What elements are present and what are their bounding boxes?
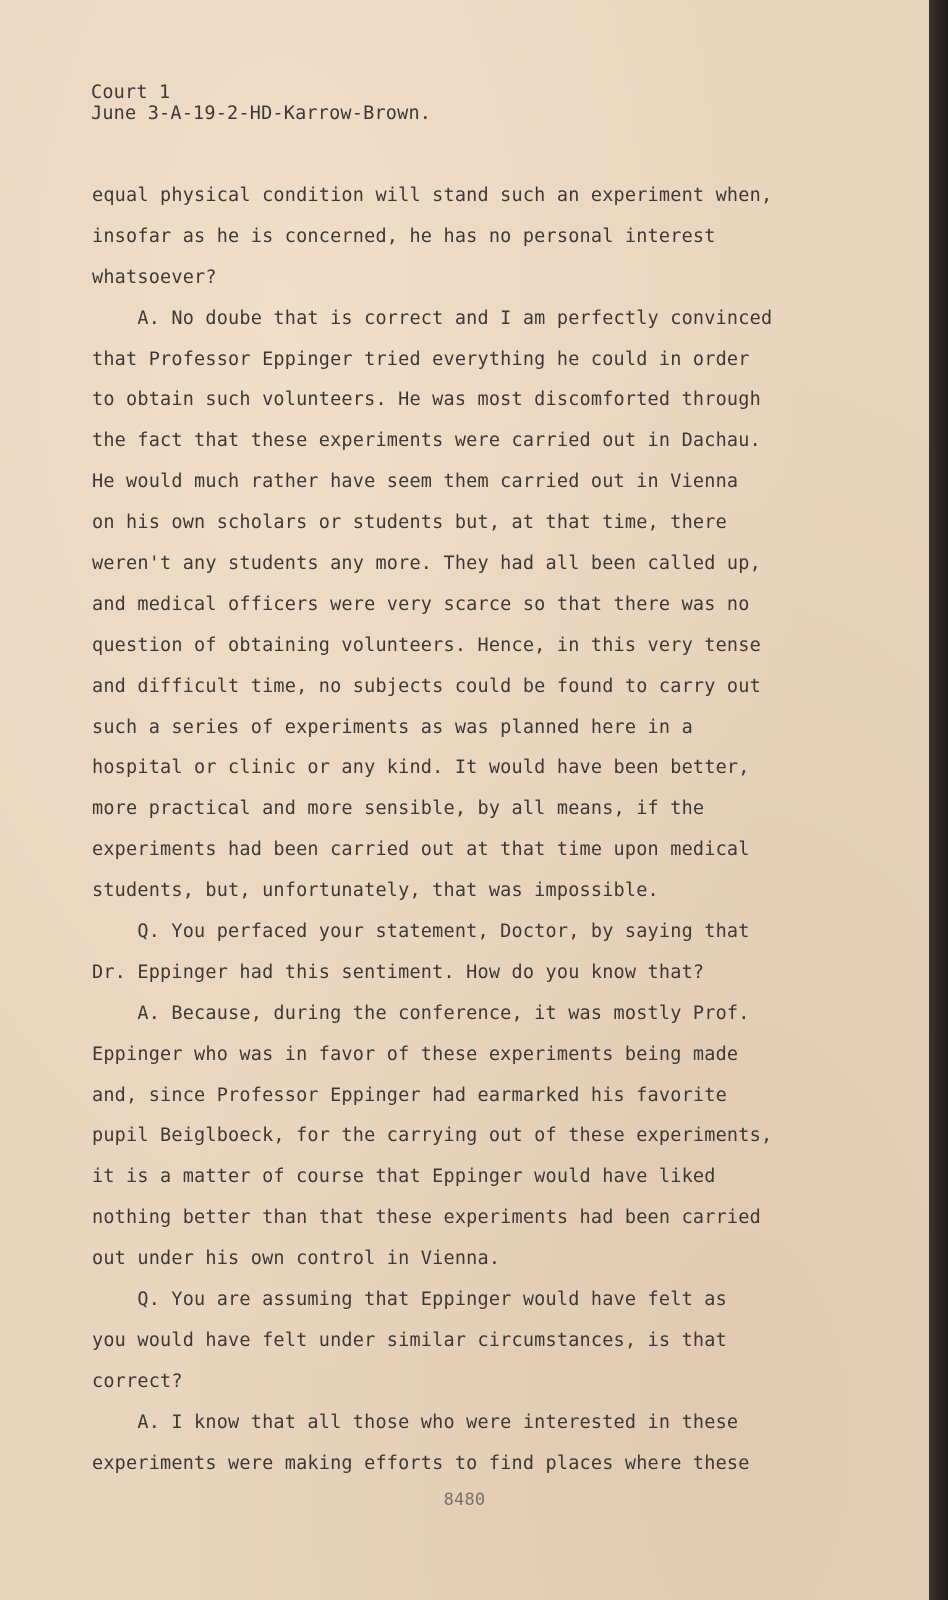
document-header bbox=[91, 82, 431, 124]
transcript-line: experiments had been carried out at that time upon medical bbox=[92, 839, 750, 861]
transcript-line: question of obtaining volunteers. Hence, in this very tense bbox=[92, 634, 761, 656]
scan-edge bbox=[929, 0, 948, 1600]
transcript-line: out under his own control in Vienna. bbox=[92, 1248, 501, 1270]
transcript-line: to obtain such volunteers. He was most discomforted through bbox=[92, 389, 761, 411]
transcript-line: the fact that these experiments were carried out in Dachau. bbox=[92, 430, 761, 452]
transcript-body bbox=[92, 176, 832, 1485]
transcript-line: experiments were making efforts to find places where these bbox=[92, 1452, 750, 1474]
transcript-line: Eppinger who was in favor of these experiments being made bbox=[92, 1043, 739, 1065]
court-label: Court 1 bbox=[91, 82, 171, 103]
transcript-line: A. I know that all those who were interested in these bbox=[92, 1411, 739, 1433]
transcript-line: pupil Beiglboeck, for the carrying out of these experiments, bbox=[92, 1125, 773, 1147]
transcript-line: such a series of experiments as was planned here in a bbox=[92, 716, 693, 738]
transcript-line: A. Because, during the conference, it was mostly Prof. bbox=[92, 1002, 750, 1024]
transcript-line: on his own scholars or students but, at that time, there bbox=[92, 512, 727, 534]
transcript-line: and, since Professor Eppinger had earmarked his favorite bbox=[92, 1084, 727, 1106]
transcript-line: weren't any students any more. They had all been called up, bbox=[92, 553, 761, 575]
transcript-line: it is a matter of course that Eppinger would have liked bbox=[92, 1166, 716, 1188]
transcript-line: and difficult time, no subjects could be found to carry out bbox=[92, 675, 761, 697]
transcript-line: that Professor Eppinger tried everything he could in order bbox=[92, 348, 750, 370]
transcript-line: Q. You perfaced your statement, Doctor, by saying that bbox=[92, 921, 750, 943]
transcript-line: correct? bbox=[92, 1370, 183, 1392]
transcript-line: Q. You are assuming that Eppinger would have felt as bbox=[92, 1289, 727, 1311]
transcript-line: insofar as he is concerned, he has no personal interest bbox=[92, 225, 716, 247]
session-reference: June 3-A-19-2-HD-Karrow-Brown. bbox=[91, 103, 432, 124]
transcript-line: A. No doube that is correct and I am perfectly convinced bbox=[92, 307, 773, 329]
transcript-line: you would have felt under similar circumstances, is that bbox=[92, 1329, 727, 1351]
transcript-line: and medical officers were very scarce so that there was no bbox=[92, 593, 750, 615]
transcript-line: equal physical condition will stand such an experiment when, bbox=[92, 185, 773, 206]
transcript-line: hospital or clinic or any kind. It would have been better, bbox=[92, 757, 750, 779]
page-number: 8480 bbox=[443, 1490, 486, 1510]
transcript-line: He would much rather have seem them carried out in Vienna bbox=[92, 471, 739, 493]
transcript-line: students, but, unfortunately, that was impossible. bbox=[92, 880, 659, 902]
transcript-line: Dr. Eppinger had this sentiment. How do you know that? bbox=[92, 961, 705, 983]
transcript-line: whatsoever? bbox=[92, 266, 217, 288]
transcript-line: nothing better than that these experiments had been carried bbox=[92, 1207, 761, 1229]
transcript-line: more practical and more sensible, by all means, if the bbox=[92, 798, 705, 820]
